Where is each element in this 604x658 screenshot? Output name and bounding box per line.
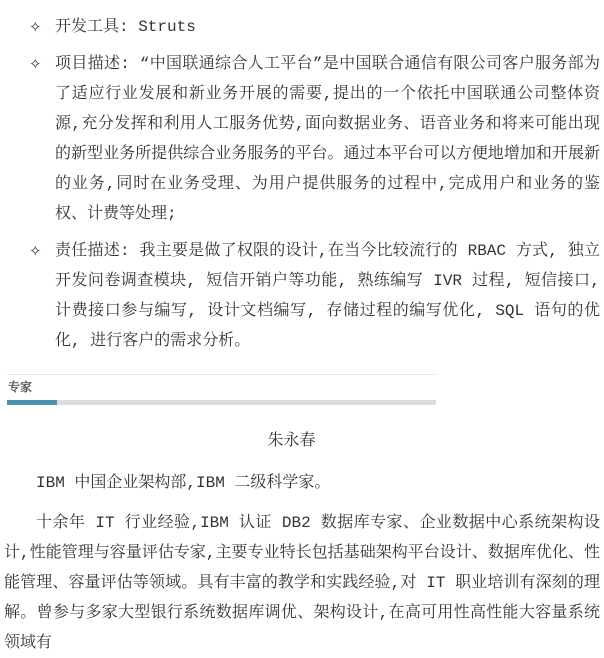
expert-name: 朱永春 [267, 432, 316, 450]
dev-tools-text: 开发工具: Struts [55, 18, 196, 36]
project-description-text: 项目描述: “中国联通综合人工平台”是中国联合通信有限公司客户服务部为了适应行业发展和新业务开展的需要,提出的一个依托中国联通公司整体资源,充分发挥和利用人工服务优势,面向数据业务、语音业务和将来可能出现的新型业务所提供综合业务服务的平台。通过本平台可以方便地增加和开展新的业务,同时在业务受理、为用户提供服务的过程中,完成用户和业务的鉴权、计费等处理; [55, 55, 600, 223]
tab-indicator-track [7, 400, 436, 405]
expert-bio-paragraph: 十余年 IT 行业经验,IBM 认证 DB2 数据库专家、企业数据中心系统架构设计,性能管理与容量评估专家,主要专业特长包括基础架构平台设计、数据库优化、性能管理、容量评估等领域。具有丰富的教学和实践经验,对 IT 职业培训有深刻的理解。曾参与多家大型银行系统数据库调优、架构设计,在高可用性高性能大容量系统领域有 [4, 514, 600, 652]
tab-indicator-active [7, 400, 57, 405]
divider-line [7, 374, 436, 375]
diamond-bullet-icon: ✧ [29, 242, 42, 260]
diamond-bullet-icon: ✧ [29, 55, 42, 73]
responsibility-description-text: 责任描述: 我主要是做了权限的设计,在当今比较流行的 RBAC 方式, 独立开发问卷调查模块, 短信开销户等功能, 熟练编写 IVR 过程, 短信接口, 计费接口参与编写, 设计文档编写, 存储过程的编写优化, SQL 语句的优化, 进行客户的需求分析。 [55, 242, 600, 350]
list-item-responsibility-description [29, 236, 600, 356]
tab-expert[interactable]: 专家 [8, 380, 33, 394]
expert-section-divider [0, 374, 604, 405]
diamond-bullet-icon: ✧ [29, 18, 42, 36]
expert-title-line: IBM 中国企业架构部,IBM 二级科学家。 [36, 474, 331, 492]
list-item-dev-tools [29, 12, 600, 42]
list-item-project-description [29, 49, 600, 229]
